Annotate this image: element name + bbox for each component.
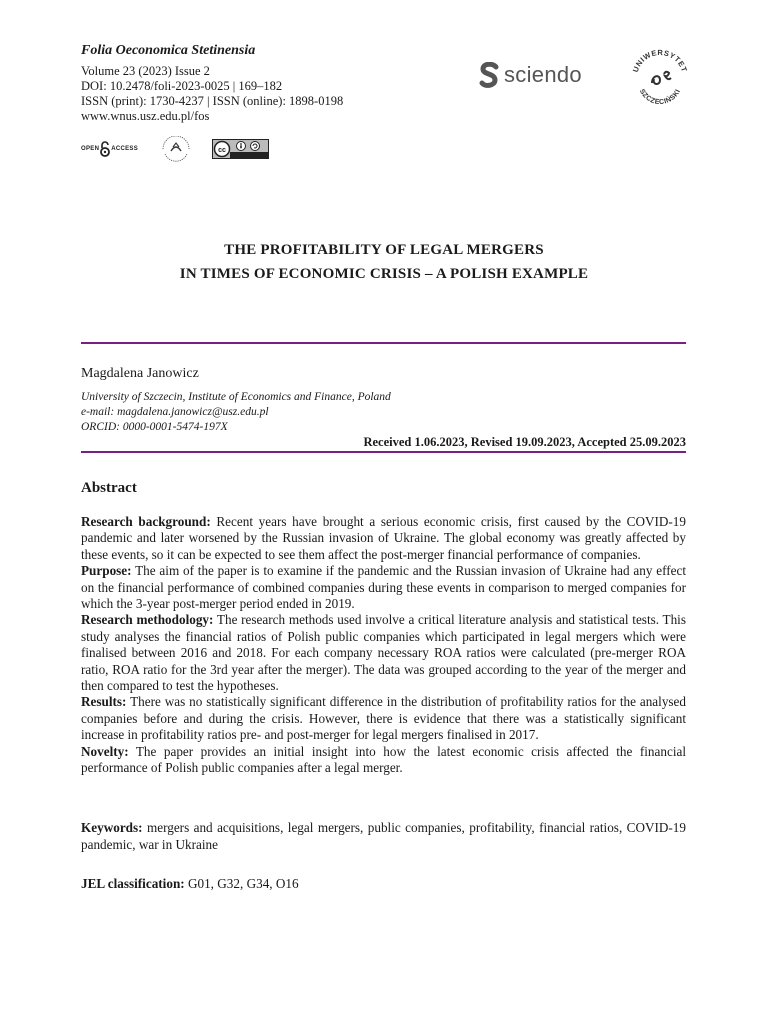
keywords	[81, 819, 686, 853]
author-affiliation: University of Szczecin, Institute of Economics and Finance, Poland	[81, 391, 391, 403]
section-text: The paper provides an initial insight into how the latest economic crisis affected the financial performance of Polish public companies after a legal merger.	[81, 743, 686, 776]
section-label: Results:	[81, 694, 127, 710]
abstract-purpose	[81, 563, 686, 612]
keywords-text: mergers and acquisitions, legal mergers, public companies, profitability, financial ratios, COVID-19 pandemic, war in Ukraine	[81, 820, 686, 852]
jel-classification	[81, 876, 299, 892]
open-label: OPEN	[81, 146, 100, 152]
svg-text:cc: cc	[218, 147, 226, 154]
submission-dates: Received 1.06.2023, Revised 19.09.2023, Accepted 25.09.2023	[363, 435, 686, 449]
section-text: The aim of the paper is to examine if the pandemic and the Russian invasion of Ukraine had any effect on the financial performance of combined companies during these events in comparison to merged companies for which the 3-year post-merger period ended in 2019.	[81, 563, 686, 612]
cc-by-sa-icon[interactable]	[212, 139, 269, 159]
section-label: Purpose:	[81, 563, 132, 579]
university-szczecin-seal-icon	[628, 48, 692, 104]
section-text: There was no statistically significant difference in the distribution of profitability ratios for the analysed companies before and during the crisis. However, there is evidence that there was a statistically significant increase in profitability ratios pre- and post-merger for legal mergers finalised in 2017.	[81, 694, 686, 743]
access-label: ACCESS	[111, 146, 139, 152]
abstract-heading: Abstract	[81, 480, 137, 496]
badge-row	[81, 136, 269, 162]
journal-title: Folia Oeconomica Stetinensia	[81, 43, 256, 58]
sciendo-logo-icon	[479, 62, 499, 88]
svg-text:UNIWERSYTET: UNIWERSYTET	[630, 48, 690, 74]
divider-bottom	[81, 451, 686, 453]
sciendo-logo[interactable]	[479, 62, 582, 88]
section-label: Research methodology:	[81, 612, 214, 628]
issn-info: ISSN (print): 1730-4237 | ISSN (online): 1898-0198	[81, 94, 344, 108]
paper-title-line-2: IN TIMES OF ECONOMIC CRISIS – A POLISH EXAMPLE	[179, 266, 589, 282]
author-email[interactable]: e-mail: magdalena.janowicz@usz.edu.pl	[81, 406, 269, 418]
author-name: Magdalena Janowicz	[81, 366, 199, 381]
section-text: Recent years have brought a serious economic crisis, first caused by the COVID-19 pandemic and later worsened by the Russian invasion of Ukraine. The global economy was greatly affected by these events, so it can be expected to see them affect the post-merger financial performance of companies.	[81, 514, 686, 562]
svg-text:SZCZECIŃSKI: SZCZECIŃSKI	[637, 88, 683, 104]
jel-label: JEL classification:	[81, 876, 185, 891]
author-orcid[interactable]: ORCID: 0000-0001-5474-197X	[81, 421, 228, 433]
open-access-icon	[100, 141, 110, 157]
open-access-badge[interactable]	[81, 141, 138, 157]
section-text: The research methods used involve a critical literature analysis and statistical tests. This study analyses the financial ratios of Polish public companies which participated in legal mergers which were finalised between 2016 and 2018. For each company necessary ROA ratios were calculated (pre-merger ROA ratio, ROA ratio for the 3rd year after the merger). The data was grouped according to the year of the merger and then compared to test the hypotheses.	[81, 612, 686, 694]
journal-url[interactable]: www.wnus.usz.edu.pl/fos	[81, 109, 210, 123]
volume-info: Volume 23 (2023) Issue 2	[81, 64, 210, 78]
abstract-results	[81, 694, 686, 743]
divider-top	[81, 342, 686, 344]
abstract-body	[81, 514, 686, 777]
section-label: Research background:	[81, 514, 211, 529]
doi-info: DOI: 10.2478/foli-2023-0025 | 169–182	[81, 79, 283, 93]
jel-codes: G01, G32, G34, O16	[184, 876, 299, 891]
wydawnictwo-naukowe-seal-icon	[158, 136, 194, 162]
abstract-research-methodology	[81, 612, 686, 694]
sciendo-wordmark: sciendo	[504, 62, 582, 87]
keywords-label: Keywords:	[81, 820, 143, 835]
section-label: Novelty:	[81, 743, 129, 759]
abstract-research-background	[81, 514, 686, 563]
paper-title-line-1: THE PROFITABILITY OF LEGAL MERGERS	[224, 242, 544, 258]
abstract-novelty	[81, 744, 686, 777]
